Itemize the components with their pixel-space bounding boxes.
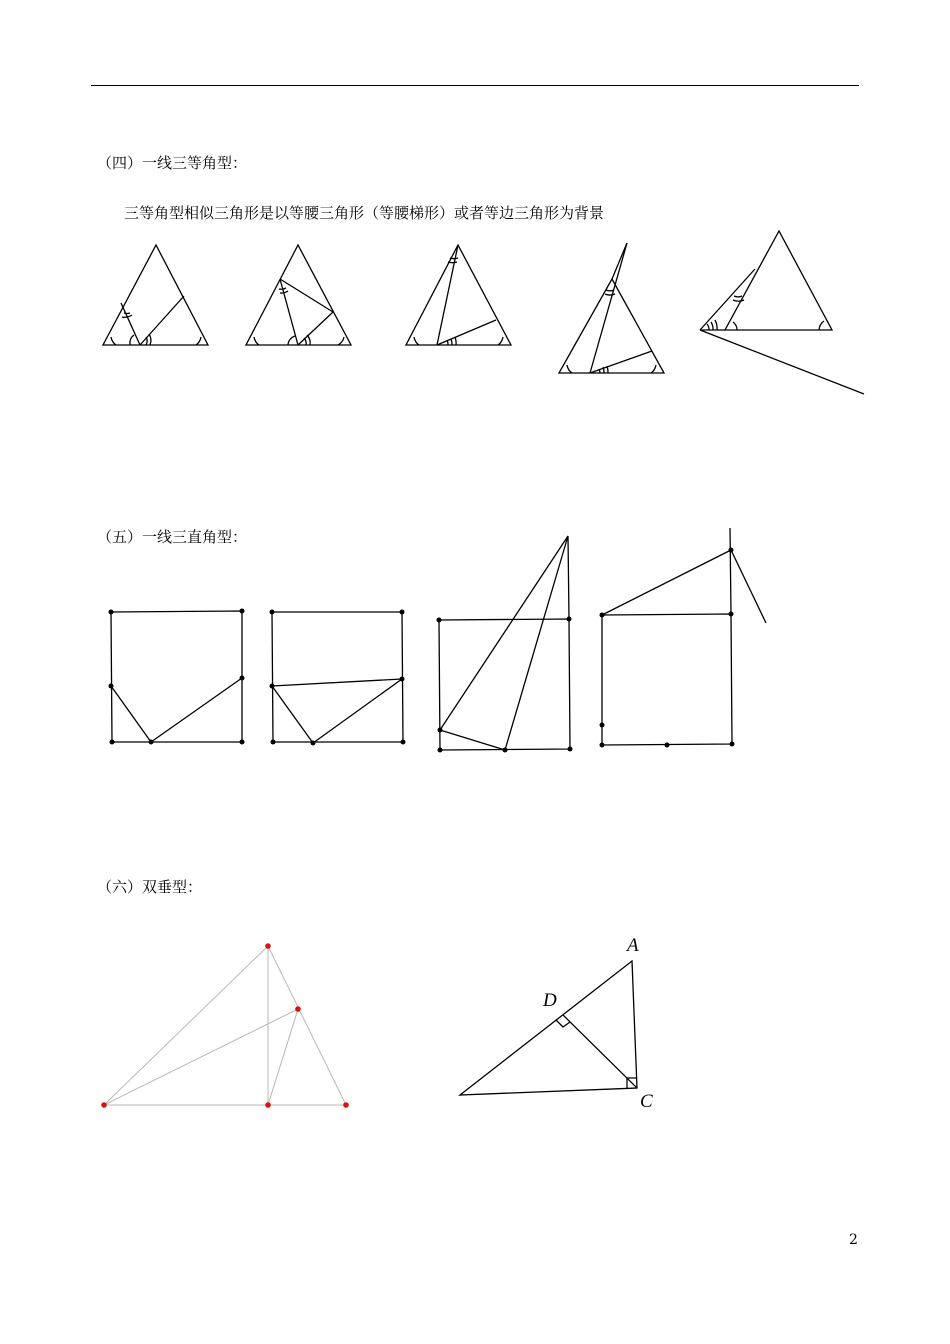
- page-number: 2: [849, 1232, 858, 1248]
- equal-angle-figure-5: [700, 231, 864, 394]
- label-a: A: [627, 935, 639, 956]
- section-heading-4: （四）一线三等角型：: [97, 154, 248, 172]
- vertex-points: [109, 548, 735, 753]
- section-description-4: 三等角型相似三角形是以等腰三角形（等腰梯形）或者等边三角形为背景: [124, 204, 605, 222]
- section-heading-6: （六）双垂型：: [97, 878, 203, 896]
- right-angle-figure-1: [111, 611, 242, 742]
- double-perpendicular-figure-1: [101, 943, 349, 1108]
- label-c: C: [640, 1091, 653, 1112]
- equal-angle-figure-3: [406, 245, 511, 345]
- equal-angle-figure-4: [559, 243, 664, 373]
- section-heading-5: （五）一线三直角型：: [97, 528, 248, 546]
- right-angle-figure-4: [602, 528, 766, 745]
- label-d: D: [543, 990, 557, 1011]
- right-angle-figure-3: [439, 536, 570, 750]
- equal-angle-figure-1: [103, 245, 208, 345]
- equal-angle-figure-2: [246, 245, 351, 345]
- double-perpendicular-figure-2: [460, 935, 653, 1112]
- right-angle-figure-2: [272, 612, 403, 743]
